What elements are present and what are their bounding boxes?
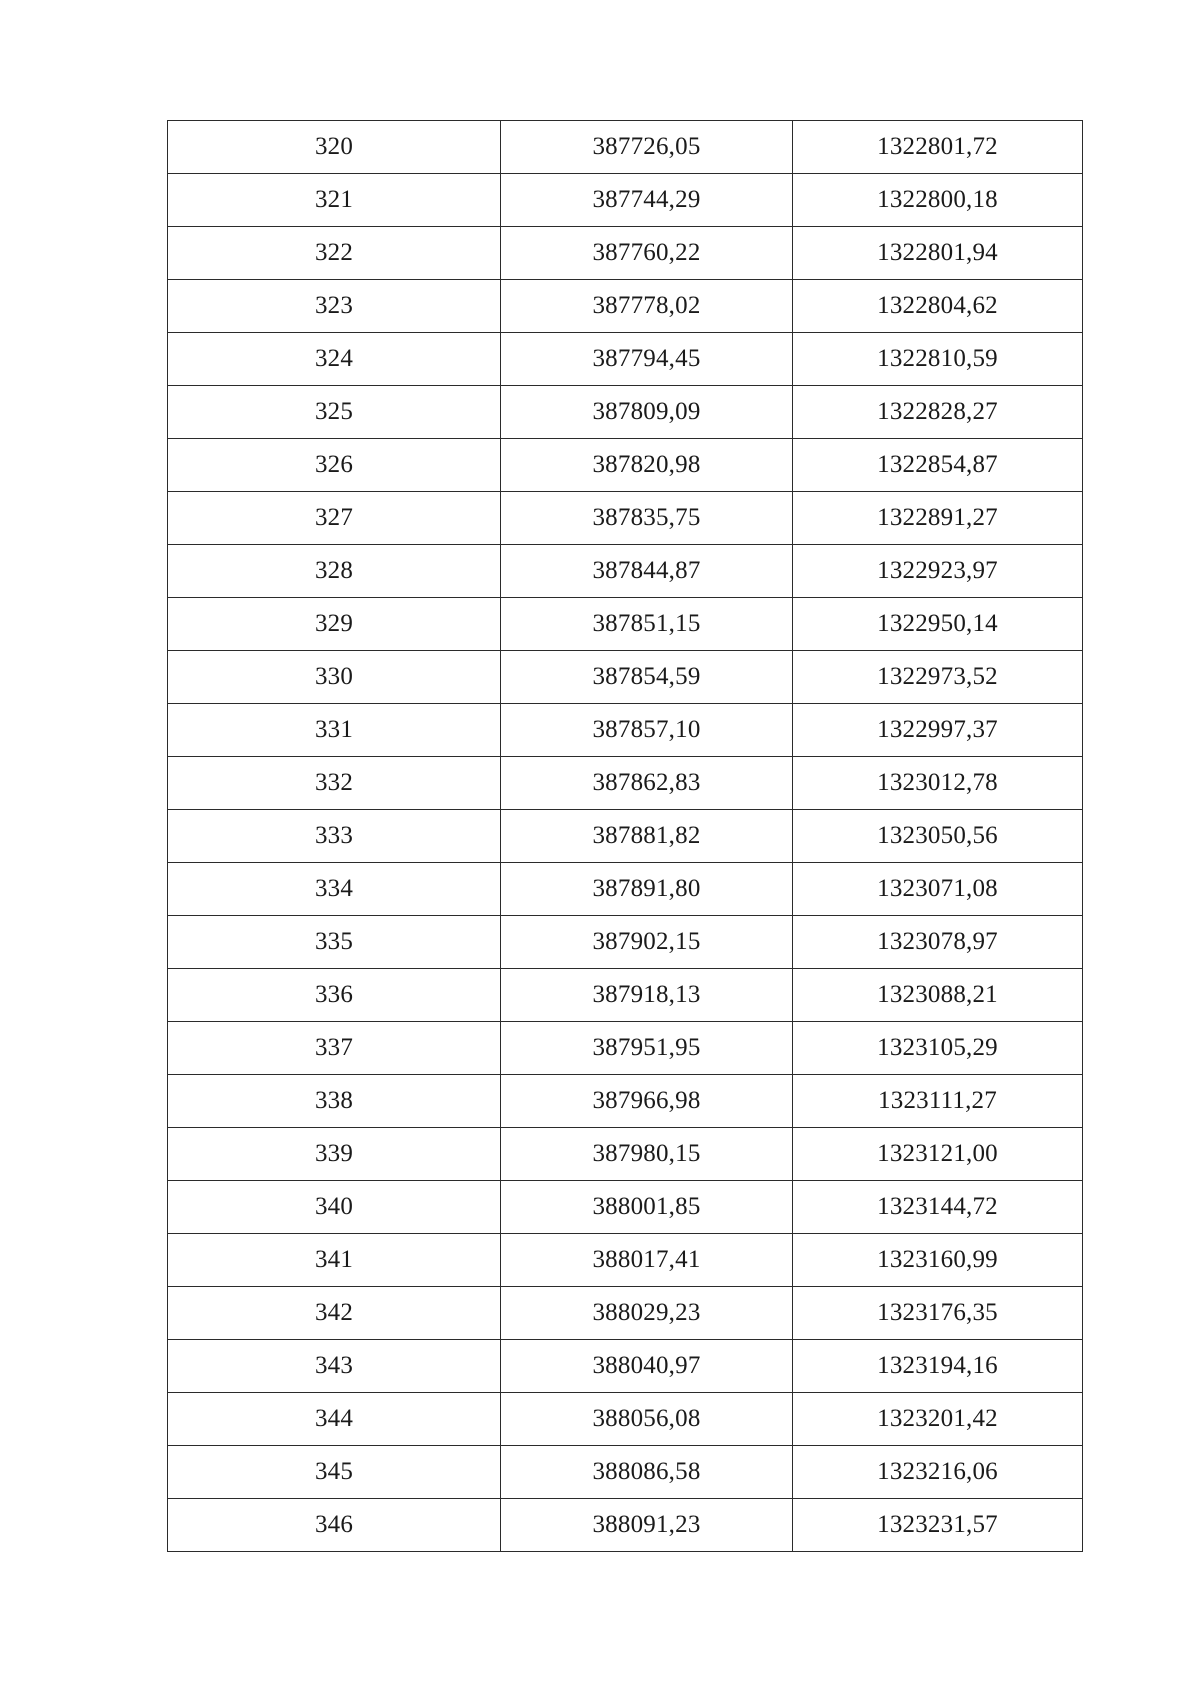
y-coordinate-cell: 1323160,99: [793, 1234, 1083, 1287]
y-coordinate-cell: 1323176,35: [793, 1287, 1083, 1340]
y-coordinate-cell: 1322923,97: [793, 545, 1083, 598]
table-row: [168, 1022, 1083, 1075]
point-number-cell: 346: [168, 1499, 501, 1552]
point-number-cell: 321: [168, 174, 501, 227]
y-coordinate-cell: 1323111,27: [793, 1075, 1083, 1128]
table-row: [168, 545, 1083, 598]
table-row: [168, 280, 1083, 333]
y-coordinate-cell: 1322800,18: [793, 174, 1083, 227]
table-row: [168, 1287, 1083, 1340]
x-coordinate-cell: 388001,85: [501, 1181, 793, 1234]
y-coordinate-cell: 1323194,16: [793, 1340, 1083, 1393]
point-number-cell: 343: [168, 1340, 501, 1393]
point-number-cell: 333: [168, 810, 501, 863]
y-coordinate-cell: 1323071,08: [793, 863, 1083, 916]
table-row: [168, 969, 1083, 1022]
point-number-cell: 327: [168, 492, 501, 545]
point-number-cell: 329: [168, 598, 501, 651]
x-coordinate-cell: 388091,23: [501, 1499, 793, 1552]
y-coordinate-cell: 1322810,59: [793, 333, 1083, 386]
table-row: [168, 1446, 1083, 1499]
x-coordinate-cell: 387902,15: [501, 916, 793, 969]
x-coordinate-cell: 387778,02: [501, 280, 793, 333]
table-row: [168, 651, 1083, 704]
y-coordinate-cell: 1322801,72: [793, 121, 1083, 174]
y-coordinate-cell: 1322854,87: [793, 439, 1083, 492]
x-coordinate-cell: 387820,98: [501, 439, 793, 492]
point-number-cell: 332: [168, 757, 501, 810]
x-coordinate-cell: 388040,97: [501, 1340, 793, 1393]
y-coordinate-cell: 1322891,27: [793, 492, 1083, 545]
x-coordinate-cell: 387857,10: [501, 704, 793, 757]
y-coordinate-cell: 1322804,62: [793, 280, 1083, 333]
x-coordinate-cell: 387854,59: [501, 651, 793, 704]
table-row: [168, 1234, 1083, 1287]
x-coordinate-cell: 387918,13: [501, 969, 793, 1022]
point-number-cell: 336: [168, 969, 501, 1022]
x-coordinate-cell: 387862,83: [501, 757, 793, 810]
coordinates-table-body: [168, 121, 1083, 1552]
table-row: [168, 1128, 1083, 1181]
x-coordinate-cell: 388086,58: [501, 1446, 793, 1499]
table-row: [168, 439, 1083, 492]
table-row: [168, 863, 1083, 916]
x-coordinate-cell: 387809,09: [501, 386, 793, 439]
point-number-cell: 339: [168, 1128, 501, 1181]
coordinates-table: [167, 120, 1083, 1552]
x-coordinate-cell: 387844,87: [501, 545, 793, 598]
point-number-cell: 322: [168, 227, 501, 280]
y-coordinate-cell: 1323144,72: [793, 1181, 1083, 1234]
point-number-cell: 340: [168, 1181, 501, 1234]
point-number-cell: 342: [168, 1287, 501, 1340]
x-coordinate-cell: 387760,22: [501, 227, 793, 280]
x-coordinate-cell: 388029,23: [501, 1287, 793, 1340]
point-number-cell: 344: [168, 1393, 501, 1446]
point-number-cell: 328: [168, 545, 501, 598]
point-number-cell: 326: [168, 439, 501, 492]
x-coordinate-cell: 387980,15: [501, 1128, 793, 1181]
y-coordinate-cell: 1323121,00: [793, 1128, 1083, 1181]
table-row: [168, 1075, 1083, 1128]
point-number-cell: 341: [168, 1234, 501, 1287]
x-coordinate-cell: 387835,75: [501, 492, 793, 545]
y-coordinate-cell: 1323105,29: [793, 1022, 1083, 1075]
point-number-cell: 334: [168, 863, 501, 916]
point-number-cell: 345: [168, 1446, 501, 1499]
x-coordinate-cell: 387794,45: [501, 333, 793, 386]
x-coordinate-cell: 387881,82: [501, 810, 793, 863]
point-number-cell: 337: [168, 1022, 501, 1075]
y-coordinate-cell: 1323078,97: [793, 916, 1083, 969]
y-coordinate-cell: 1323012,78: [793, 757, 1083, 810]
table-row: [168, 227, 1083, 280]
table-row: [168, 1499, 1083, 1552]
x-coordinate-cell: 387726,05: [501, 121, 793, 174]
table-row: [168, 492, 1083, 545]
point-number-cell: 325: [168, 386, 501, 439]
point-number-cell: 324: [168, 333, 501, 386]
y-coordinate-cell: 1323201,42: [793, 1393, 1083, 1446]
y-coordinate-cell: 1322997,37: [793, 704, 1083, 757]
x-coordinate-cell: 387951,95: [501, 1022, 793, 1075]
table-row: [168, 810, 1083, 863]
point-number-cell: 331: [168, 704, 501, 757]
y-coordinate-cell: 1323231,57: [793, 1499, 1083, 1552]
table-row: [168, 121, 1083, 174]
y-coordinate-cell: 1322950,14: [793, 598, 1083, 651]
point-number-cell: 323: [168, 280, 501, 333]
x-coordinate-cell: 387744,29: [501, 174, 793, 227]
point-number-cell: 330: [168, 651, 501, 704]
table-row: [168, 598, 1083, 651]
table-row: [168, 757, 1083, 810]
table-row: [168, 1181, 1083, 1234]
y-coordinate-cell: 1323216,06: [793, 1446, 1083, 1499]
x-coordinate-cell: 388017,41: [501, 1234, 793, 1287]
table-row: [168, 333, 1083, 386]
table-row: [168, 1393, 1083, 1446]
table-row: [168, 1340, 1083, 1393]
point-number-cell: 320: [168, 121, 501, 174]
x-coordinate-cell: 387966,98: [501, 1075, 793, 1128]
y-coordinate-cell: 1323050,56: [793, 810, 1083, 863]
table-row: [168, 174, 1083, 227]
y-coordinate-cell: 1322801,94: [793, 227, 1083, 280]
table-row: [168, 916, 1083, 969]
table-row: [168, 386, 1083, 439]
table-row: [168, 704, 1083, 757]
x-coordinate-cell: 388056,08: [501, 1393, 793, 1446]
y-coordinate-cell: 1322973,52: [793, 651, 1083, 704]
y-coordinate-cell: 1322828,27: [793, 386, 1083, 439]
point-number-cell: 338: [168, 1075, 501, 1128]
x-coordinate-cell: 387891,80: [501, 863, 793, 916]
point-number-cell: 335: [168, 916, 501, 969]
y-coordinate-cell: 1323088,21: [793, 969, 1083, 1022]
x-coordinate-cell: 387851,15: [501, 598, 793, 651]
